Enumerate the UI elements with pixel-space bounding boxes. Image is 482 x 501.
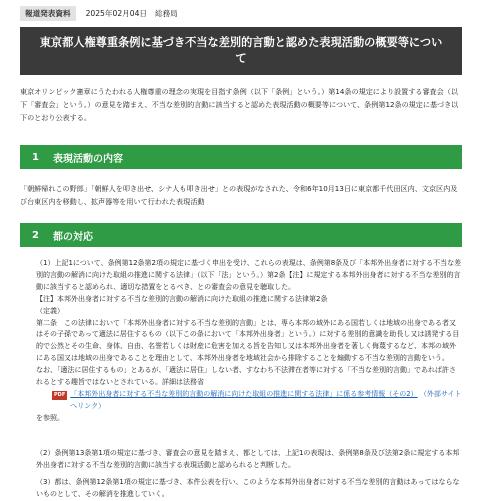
pdf-icon: PDF	[54, 391, 66, 398]
section-1-number: 1	[32, 151, 39, 163]
item-2: （2）条例第13条第1項の規定に基づき、審査会の意見を踏まえ、都としては、上記1の表現は、条例第8条及び法第2条に規定する本邦外出身者に対する不当な差別的言動に該当する表現活動と認められると判断した。	[36, 449, 460, 469]
item-1	[36, 258, 462, 425]
meta-row	[20, 6, 178, 20]
note-text: 第二条 この法律において「本邦外出身者に対する不当な差別的言動」とは、専ら本邦の域外にある国若しくは地域の出身である者又はその子孫であって適法に居住するもの（以下この条において「本邦外出身者」という。）に対する差別的意識を助長し又は誘発する目的で公然とその生命、身体、自由、名誉若しくは財産に危害を加える旨を告知し又は本邦外出身者を著しく侮蔑するなど、本邦の域外にある国又は地域の出身であることを理由として、本邦外出身者を地域社会から排除することを煽動する不当な差別的言動をいう。	[36, 318, 460, 363]
section-1-text: 「朝鮮帰れこの野郎」「朝鮮人を叩き出せ、シナ人も叩き出せ」との表現がなされた、令和6年10月13日に東京都千代田区内、文京区内及び台東区内を移動し、拡声器等を用いて行われた表現活動	[20, 184, 458, 206]
item-1-text: （1）上記1について、条例第12条第2項の規定に基づく申出を受け、これらの表現は、条例第8条及び「本邦外出身者に対する不当な差別的言動の解消に向けた取組の推進に関する法律」（以下「法」という。）第2条【注】に規定する本邦外出身者に対する不当な差別的言動に該当すると認められ、適切な措置をとるべき、との審査会の意見を聴取した。	[36, 259, 462, 291]
section-2-header	[20, 223, 462, 247]
section-1-header	[20, 145, 462, 169]
department: 総務局	[155, 8, 178, 18]
item-3: （3）都は、条例第12条第1項の規定に基づき、本件公表を行い、このような本邦外出身者に対する不当な差別的言動はあってはならないものとして、その解消を推進していく。	[36, 478, 460, 498]
note-extra: なお、「適法に居住するもの」とあるが、「適法に居住」しない者、すなわち不法滞在者等に対する「不当な差別的言動」であれば許されるとする趣旨ではないとされている。詳細は法務省	[36, 366, 456, 387]
pdf-link-line	[36, 389, 462, 413]
release-date: 2025年02月04日	[85, 8, 147, 18]
press-release-badge: 報道発表資料	[20, 6, 76, 21]
note-label: 【注】本邦外出身者に対する不当な差別的言動の解消に向けた取組の推進に関する法律第2条	[36, 294, 328, 303]
page-title	[20, 27, 462, 75]
note-definition: （定義）	[36, 306, 64, 315]
intro-paragraph: 東京オリンピック憲章にうたわれる人権尊重の理念の実現を目指す条例（以下「条例」という。）第14条の規定により設置する審査会（以下「審査会」という。）の意見を踏まえ、不当な差別的言動に該当すると認めた表現活動の概要等について、条例第12条の規定に基づき以下のとおり公表する。	[20, 87, 459, 122]
section-2-heading: 都の対応	[52, 231, 93, 243]
section-2-number: 2	[32, 229, 39, 241]
external-link-note: （外部サイトへリンク）	[70, 389, 462, 410]
link-after-text: を参照。	[36, 413, 64, 422]
law-reference-link[interactable]: 「本邦外出身者に対する不当な差別的言動の解消に向けた取組の推進に関する法律」に係る参考情報（その2）	[70, 389, 418, 398]
page-title-text: 東京都人権尊重条例に基づき不当な差別的言動と認めた表現活動の概要等について	[39, 36, 443, 65]
section-1-heading: 表現活動の内容	[52, 153, 123, 165]
